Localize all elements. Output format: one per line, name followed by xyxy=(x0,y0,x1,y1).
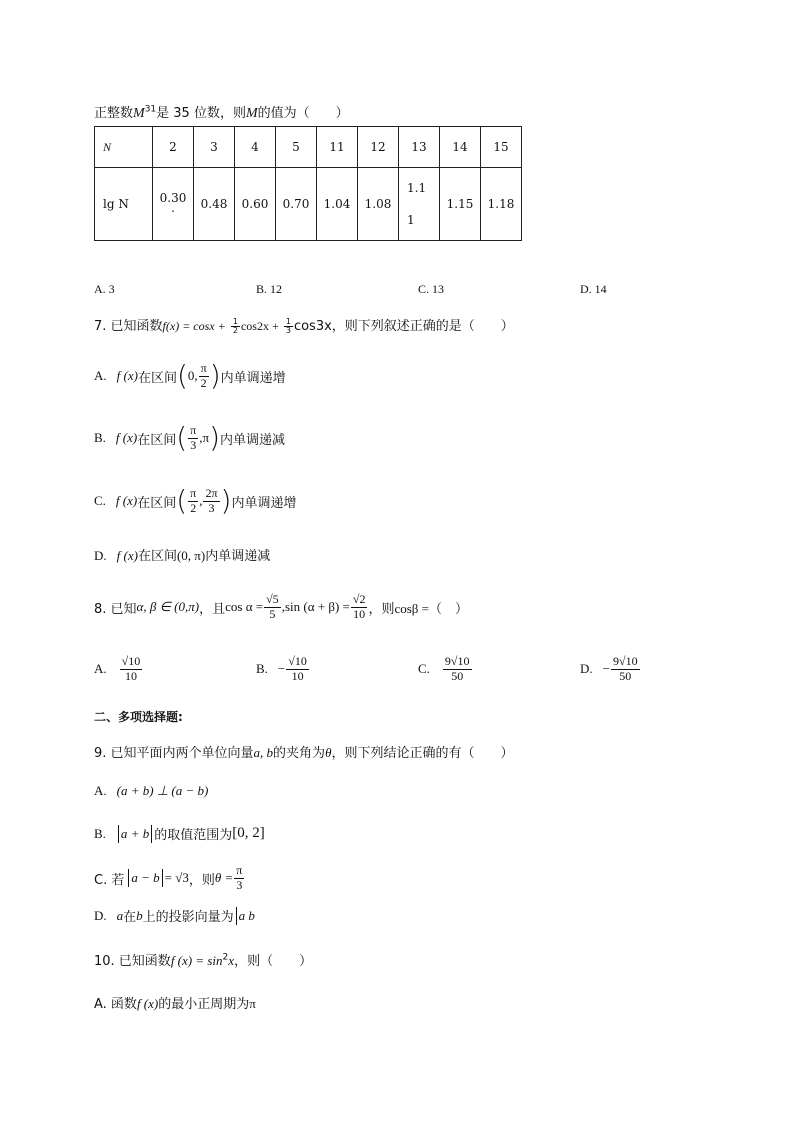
q8-option-d[interactable]: D. − $\frac{9√10}{50}$ xyxy=(580,653,638,683)
table-cell: 12 xyxy=(358,127,399,168)
q6-stem-prefix: 正整数 xyxy=(94,106,134,121)
q6-var-m: M xyxy=(133,106,145,121)
q8-option-c[interactable]: C. $\frac{9√10}{50}$ xyxy=(418,653,470,683)
q9-option-a[interactable]: A. (a + b) ⊥ (a − b) xyxy=(94,783,209,798)
table-cell: 1.18 xyxy=(481,168,522,241)
table-row-label: lg N xyxy=(95,168,153,241)
q7-stem: 7. 已知函数f(x) = cosx + $\frac{1}{2}$ cos2x + $\frac{1}{3}$ cos3x，则下列叙述正确的是（ ） xyxy=(94,317,514,335)
q7-option-c[interactable]: C. f (x) 在区间 ( $\frac{\pi}{2}$ , $\frac{2\pi}{3}$ ) 内单调递增 xyxy=(94,484,297,517)
table-cell: 5 xyxy=(276,127,317,168)
table-header-label: N xyxy=(95,127,153,168)
table-cell: 11 xyxy=(317,127,358,168)
q6-exponent: 31 xyxy=(144,104,157,115)
q6-stem-suffix: 的值为（ ） xyxy=(257,106,349,121)
q6-stem-mid: 是 35 位数，则 xyxy=(156,106,246,121)
q8-option-b[interactable]: B. − $\frac{√10}{10}$ xyxy=(256,653,307,683)
q7-third: $\frac{1}{3}$ xyxy=(285,317,291,335)
table-row-n xyxy=(95,127,522,168)
table-cell: 13 xyxy=(399,127,440,168)
q6-option-a[interactable]: A. 3 xyxy=(94,282,115,296)
q10-option-a[interactable]: A. 函数f (x)的最小正周期为π xyxy=(94,996,256,1012)
table-cell: 0.48 xyxy=(194,168,235,241)
table-cell: 0.60 xyxy=(235,168,276,241)
q9-option-d[interactable]: D. a 在 b 上的投影向量为 a b xyxy=(94,907,255,925)
q9-option-c[interactable]: C. 若 a − b = √3 ，则 θ = $\frac{\pi}{3}$ xyxy=(94,862,243,892)
q8-option-a[interactable]: A. $\frac{√10}{10}$ xyxy=(94,653,141,683)
table-cell: 15 xyxy=(481,127,522,168)
q9-stem: 9. 已知平面内两个单位向量a, b的夹角为θ，则下列结论正确的有（ ） xyxy=(94,745,514,761)
section-heading: 二、多项选择题: xyxy=(94,710,183,724)
table-cell: 14 xyxy=(440,127,481,168)
q8-stem: 8. 已知 α, β ∈ (0,π) ，且 cos α = $\frac{√5}{5}$ ,sin (α + β) = $\frac{√2}{10}$ ，则 cosβ =（ ） xyxy=(94,591,468,621)
q6-stem xyxy=(94,102,349,122)
table-cell: 3 xyxy=(194,127,235,168)
table-row-lgn xyxy=(95,168,522,241)
table-cell: 1.15 xyxy=(440,168,481,241)
q9-option-b[interactable]: B. a + b 的取值范围为 [0, 2] xyxy=(94,825,265,843)
table-cell: 4 xyxy=(235,127,276,168)
q6-option-d[interactable]: D. 14 xyxy=(580,282,607,296)
q6-var-m-2: M xyxy=(245,106,258,121)
table-cell: 0.70 xyxy=(276,168,317,241)
q7-option-b[interactable]: B. f (x) 在区间 ( $\frac{\pi}{3}$ ,π ) 内单调递减 xyxy=(94,421,286,454)
table-cell: 1.04 xyxy=(317,168,358,241)
q7-half: $\frac{1}{2}$ xyxy=(232,317,238,335)
q7-option-d[interactable]: D. f (x)在区间(0, π)内单调递减 xyxy=(94,548,271,564)
table-cell: 2 xyxy=(153,127,194,168)
table-cell: 0.30 . xyxy=(153,168,194,241)
log-table xyxy=(94,126,522,241)
q10-stem: 10. 已知函数f $(x) = \sin^2x$，则（ ） xyxy=(94,952,313,969)
table-cell: 1.1 1 xyxy=(399,168,440,241)
q6-option-c[interactable]: C. 13 xyxy=(418,282,445,296)
q7-option-a[interactable]: A. f (x) 在区间 ( 0, $\frac{\pi}{2}$ ) 内单调递增 xyxy=(94,359,286,392)
table-cell: 1.08 xyxy=(358,168,399,241)
q6-option-b[interactable]: B. 12 xyxy=(256,282,283,296)
